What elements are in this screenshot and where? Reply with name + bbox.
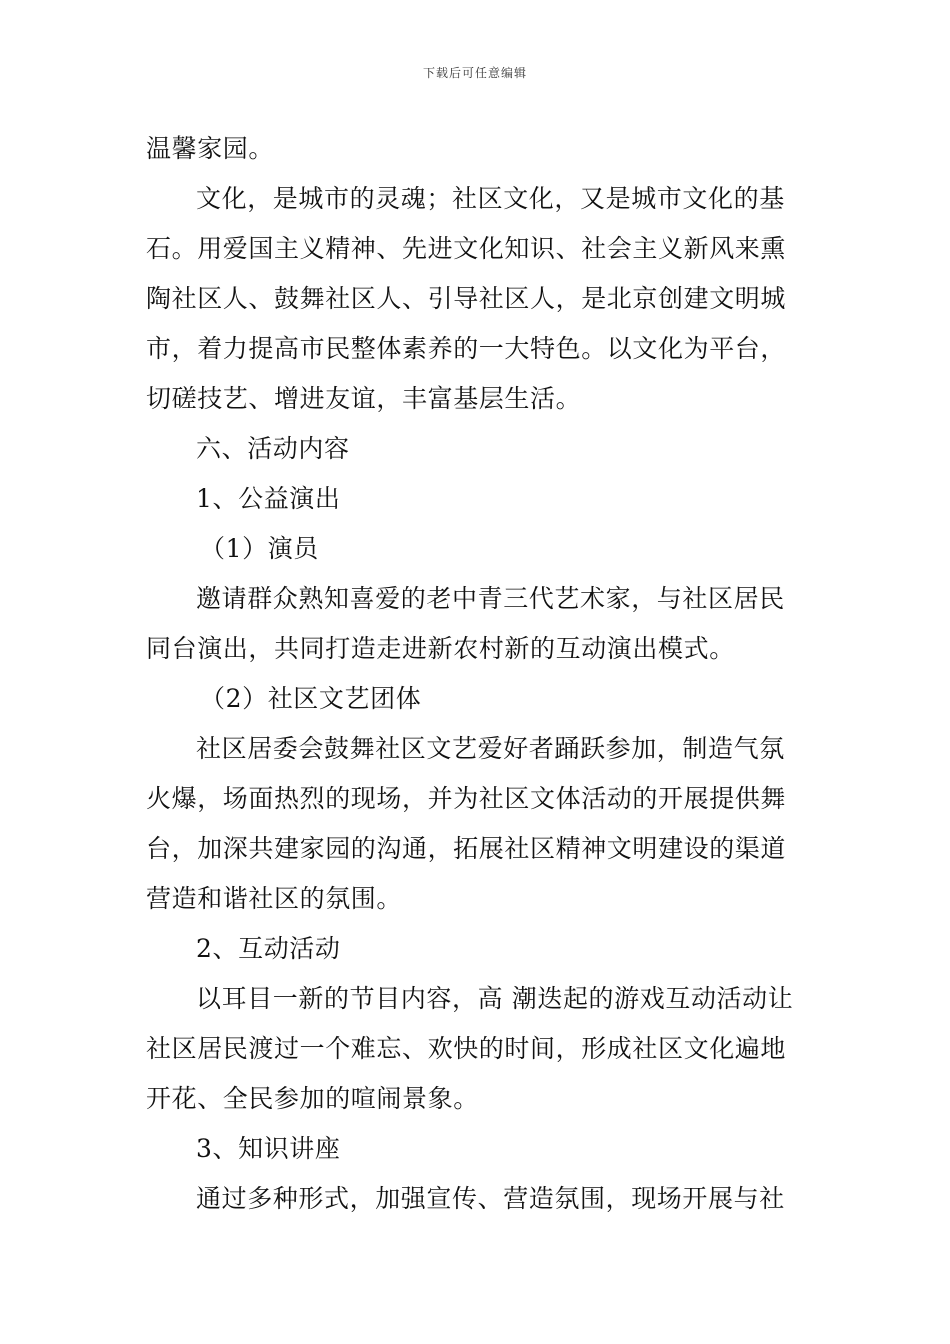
- text-line: 同台演出，共同打造走进新农村新的互动演出模式。: [146, 634, 735, 663]
- item-heading: （1）演员: [200, 534, 319, 563]
- paragraph-start-line: 社区居委会鼓舞社区文艺爱好者踊跃参加，制造气氛: [196, 734, 785, 763]
- text-line: 陶社区人、鼓舞社区人、引导社区人，是北京创建文明城: [146, 284, 787, 313]
- document-body: [146, 124, 806, 1224]
- page-header-watermark: 下载后可任意编辑: [422, 66, 527, 80]
- text-line: 台，加深共建家园的沟通，拓展社区精神文明建设的渠道: [146, 834, 787, 863]
- paragraph-start-line: 邀请群众熟知喜爱的老中青三代艺术家，与社区居民: [196, 584, 785, 613]
- text-line: 切磋技艺、增进友谊，丰富基层生活。: [146, 384, 582, 413]
- text-line: 开花、全民参加的喧闹景象。: [146, 1084, 479, 1113]
- section-heading: 六、活动内容: [196, 434, 350, 463]
- text-line: 石。用爱国主义精神、先进文化知识、社会主义新风来熏: [146, 234, 787, 263]
- text-line: 火爆，场面热烈的现场，并为社区文体活动的开展提供舞: [146, 784, 787, 813]
- subsection-heading: 3、知识讲座: [196, 1134, 341, 1163]
- text-line: 社区居民渡过一个难忘、欢快的时间，形成社区文化遍地: [146, 1034, 787, 1063]
- subsection-heading: 2、互动活动: [196, 934, 341, 963]
- item-heading: （2）社区文艺团体: [200, 684, 422, 713]
- text-line: 市，着力提高市民整体素养的一大特色。以文化为平台，: [146, 334, 787, 363]
- paragraph-start-line: 文化，是城市的灵魂；社区文化，又是城市文化的基: [196, 184, 785, 213]
- subsection-heading: 1、公益演出: [196, 484, 341, 513]
- text-line: 营造和谐社区的氛围。: [146, 884, 403, 913]
- paragraph-start-line: 以耳目一新的节目内容，高 潮迭起的游戏互动活动让: [196, 984, 794, 1013]
- text-line: 温馨家园。: [146, 134, 275, 163]
- paragraph-start-line: 通过多种形式，加强宣传、营造氛围，现场开展与社: [196, 1184, 785, 1213]
